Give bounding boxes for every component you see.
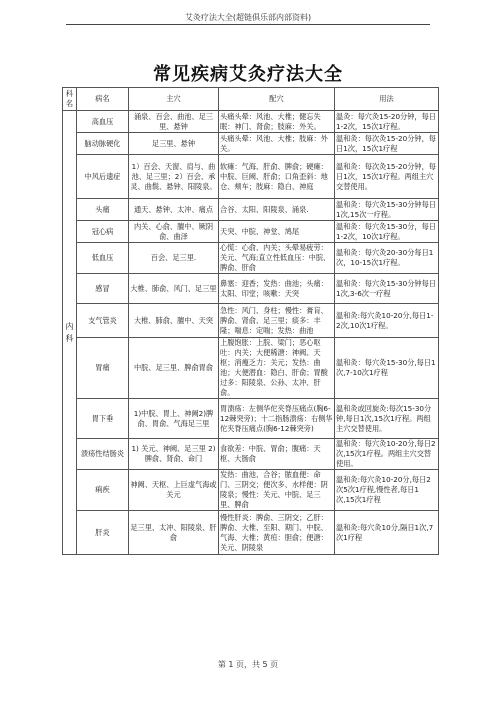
- usage-cell: 温和灸：每穴灸20-30分每日1次，10-15次1疗程。: [335, 243, 439, 274]
- disease-name-cell: 中风后遗症: [77, 155, 129, 199]
- disease-name-cell: 冠心病: [77, 221, 129, 243]
- usage-cell: 温和灸：每穴灸10-20分,每日2次,15次1疗程。两组主穴交替使用。: [335, 439, 439, 470]
- main-points-cell: 神阙、天枢、上巨虚气海或关元: [129, 470, 219, 511]
- secondary-points-cell: 天突、中脘、神堂、鸠尾: [219, 221, 335, 243]
- column-header-category: 科名: [63, 88, 77, 111]
- disease-name-cell: 低血压: [77, 243, 129, 274]
- usage-cell: 温和灸：每穴灸15-30分，每日1-2次，10次1疗程。: [335, 221, 439, 243]
- main-points-cell: 足三里、太冲、阳陵泉、肝俞: [129, 511, 219, 555]
- main-points-cell: 中脘、足三里、脾俞胃俞: [129, 338, 219, 399]
- disease-name-cell: 头痛: [77, 199, 129, 221]
- table-row: [63, 304, 439, 338]
- usage-cell: 温和灸:每穴灸10-20分,每日2次5次1疗程,慢性者,每日1次,15次1疗程: [335, 470, 439, 511]
- secondary-points-cell: 头痛头晕：风池、大椎；健忘失眠：神门、肾俞；肢麻：外关。: [219, 111, 335, 133]
- main-points-cell: 百会、足三里.: [129, 243, 219, 274]
- disease-name-cell: 肝炎: [77, 511, 129, 555]
- column-header-usage: 用法: [335, 88, 439, 111]
- secondary-points-cell: 慢性肝炎：脾俞、三阴交；乙肝：脾俞、大椎、至阳、期门、中脘、气海、大椎；黄疸：胆俞；便溏：关元、阴陵泉: [219, 511, 335, 555]
- column-header-main-points: 主穴: [129, 88, 219, 111]
- table-row: [63, 439, 439, 470]
- usage-cell: 温和灸：每穴灸15-30分钟每日1次,3-6次一疗程: [335, 274, 439, 304]
- secondary-points-cell: 软瘫：气海、肝俞、脾俞；硬瘫：中脘、巨阙、肝俞；口角歪斜：地仓、颊车；肢麻：隐白、神庭: [219, 155, 335, 199]
- main-points-cell: 大椎、肺俞、膻中、天突: [129, 304, 219, 338]
- secondary-points-cell: 发热：曲池、合谷；脓血便：命门、三阴交；便次多、水样便：阴陵泉；慢性：关元、中脘、足三里、脾俞: [219, 470, 335, 511]
- main-points-cell: 1）百会、天窗、肩与、曲池、足三里；2）百会、承灵、曲鬓、悬钟、阳陵泉。: [129, 155, 219, 199]
- disease-name-cell: 高血压: [77, 111, 129, 133]
- usage-cell: 温和灸：每穴灸15-30分钟每日1次,15次一疗程。: [335, 199, 439, 221]
- disease-name-cell: 支气管炎: [77, 304, 129, 338]
- page-title: 常见疾病艾灸疗法大全: [153, 64, 343, 85]
- main-points-cell: 足三里、悬钟: [129, 133, 219, 155]
- secondary-points-cell: 胃溃疡：左侧华佗夹脊压痛点(胸6-12棘突旁)；十二指肠溃疡：右侧华佗夹脊压痛点(胸6-12棘突旁): [219, 399, 335, 439]
- category-cell: 内科: [63, 111, 77, 555]
- disease-name-cell: 感冒: [77, 274, 129, 304]
- secondary-points-cell: 上腹饱胀：上脘、梁门；恶心呕吐：内关；大便稀溏：神阙、天枢；消瘦乏力：关元；发热：曲池；大便潜血：隐白、肝俞；胃酸过多：阳陵泉、公孙、太冲、肝俞。: [219, 338, 335, 399]
- secondary-points-cell: 鼻塞：迎香；发热：曲池；头痛：太阳、印堂；咳嗽：天突: [219, 274, 335, 304]
- table-row: [63, 133, 439, 155]
- table-row: [63, 470, 439, 511]
- column-header-disease: 病名: [77, 88, 129, 111]
- table-row: [63, 274, 439, 304]
- secondary-points-cell: 心慌：心俞、内关；头晕易疲劳：关元、气海;直立性低血压：中脘、脾俞、肝俞: [219, 243, 335, 274]
- disease-name-cell: 胃下垂: [77, 399, 129, 439]
- page-header: 艾灸疗法大全(超链俱乐部内部资料): [184, 13, 312, 22]
- usage-cell: 温和灸:每穴灸10-20分,每日1-2次,10次1疗程。: [335, 304, 439, 338]
- main-points-cell: 通天、悬钟、太冲、痛点: [129, 199, 219, 221]
- secondary-points-cell: 合谷、太阳、阳陵泉、涌泉.: [219, 199, 335, 221]
- main-points-cell: 涌泉、百会、曲池、足三里、悬钟: [129, 111, 219, 133]
- disease-name-cell: 胃痛: [77, 338, 129, 399]
- disease-name-cell: 脑动脉硬化: [77, 133, 129, 155]
- disease-name-cell: 痢疾: [77, 470, 129, 511]
- table-row: [63, 111, 439, 133]
- main-points-cell: 1)中脘、胃上、神阙2)脾俞、胃俞、气海足三里: [129, 399, 219, 439]
- table-row: [63, 155, 439, 199]
- treatment-table: [62, 87, 439, 555]
- page-footer: 第 1 页，共 5 页: [217, 660, 279, 669]
- main-points-cell: 大椎、肺俞、风门、足三里: [129, 274, 219, 304]
- table-row: [63, 338, 439, 399]
- table-row: [63, 221, 439, 243]
- table-row: [63, 399, 439, 439]
- usage-cell: 温和灸：每穴灸15-30分,每日1次,7-10次1疗程: [335, 338, 439, 399]
- table-row: [63, 243, 439, 274]
- usage-cell: 温和灸：每次灸15-20分钟，每日1次，15次1疗程。两组主穴交替使用。: [335, 155, 439, 199]
- header-divider: [66, 24, 430, 25]
- secondary-points-cell: 急性：风门、身柱；慢性：膏肓、脾俞、肾俞、足三里；痰多：丰隆；喘息：定喘；发热：曲池: [219, 304, 335, 338]
- usage-cell: 温和灸或回旋灸:每次15-30分钟,每日1次,15次1疗程。两组主穴交替使用。: [335, 399, 439, 439]
- secondary-points-cell: 头痛头晕：风池、大椎；肢麻：外关。: [219, 133, 335, 155]
- disease-name-cell: 溃疡性结肠炎: [77, 439, 129, 470]
- main-points-cell: 1) 关元、神阙、足三里 2)脾俞、肾俞、命门: [129, 439, 219, 470]
- usage-cell: 温和灸:每穴灸10分,隔日1次,7次1疗程: [335, 511, 439, 555]
- column-header-secondary-points: 配穴: [219, 88, 335, 111]
- main-points-cell: 内关、心俞、膻中、厥阴俞、曲泽: [129, 221, 219, 243]
- table-header-row: [63, 88, 439, 111]
- secondary-points-cell: 食欲差：中脘、胃俞；腹痛：天枢、大肠俞: [219, 439, 335, 470]
- table-row: [63, 199, 439, 221]
- table-row: [63, 511, 439, 555]
- usage-cell: 温灸：每穴灸15-20分钟，每日1-2次，15次1疗程。: [335, 111, 439, 133]
- usage-cell: 温和灸：每次灸15-20分钟，每日1次，15次1疗程: [335, 133, 439, 155]
